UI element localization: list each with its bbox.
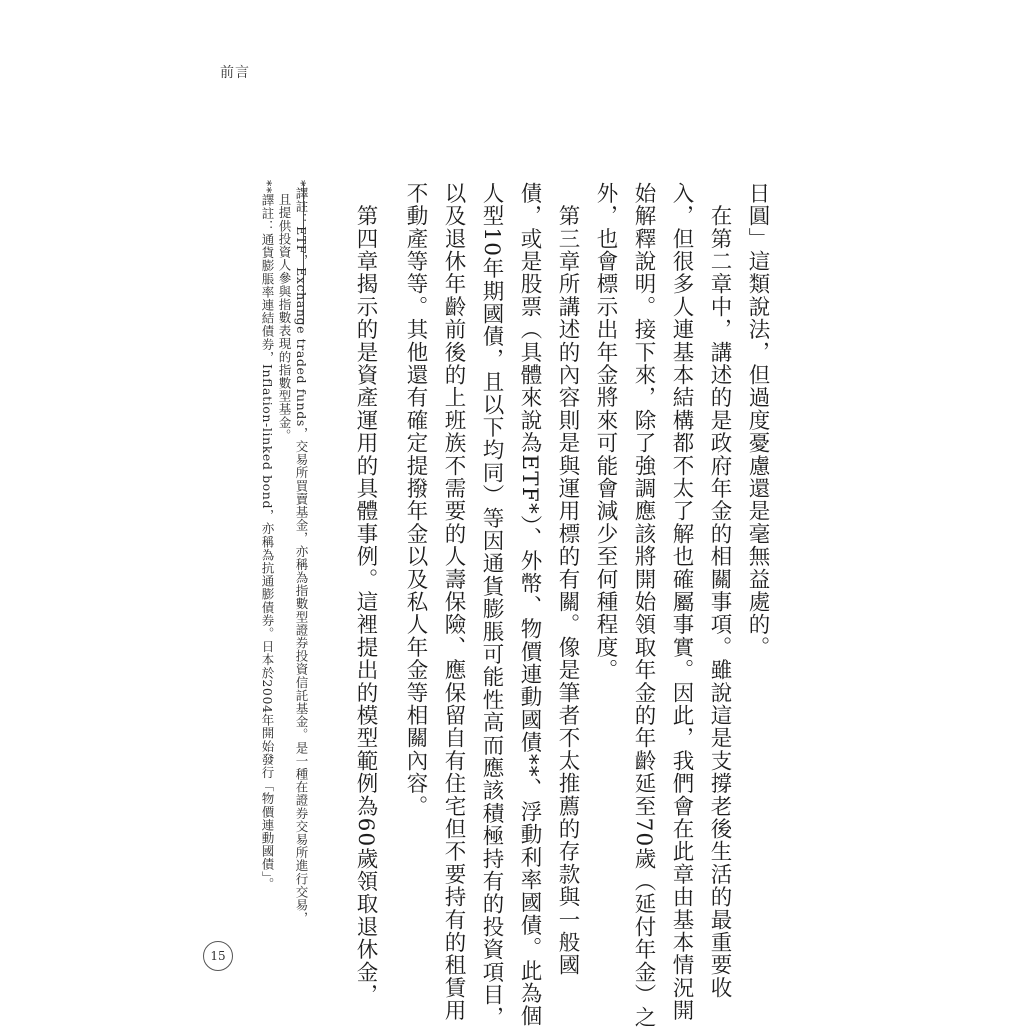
footnote-line: 且提供投資人參與指數表現的指數型基金。 bbox=[277, 180, 292, 442]
body-line: 入，但很多人連基本結構都不太了解也確屬事實。因此，我們會在此章由基本情況開 bbox=[669, 182, 694, 1022]
footnote-line: *譯註：ETF，Exchange traded funds，交易所買賣基金，亦稱為指數型證券投資信託基金。是一種在證券交易所進行交易， bbox=[294, 180, 309, 925]
body-line: 在第二章中，講述的是政府年金的相關事項。雖說這是支撐老後生活的最重要收 bbox=[707, 182, 732, 1000]
footnotes bbox=[259, 180, 310, 925]
body-line: 第四章揭示的是資產運用的具體事例。這裡提出的模型範例為60歲領取退休金， bbox=[353, 182, 378, 1007]
body-line: 人型10年期國債，且以下均同）等因通貨膨脹可能性高而應該積極持有的投資項目， bbox=[479, 182, 504, 1029]
paragraph-gap bbox=[384, 182, 396, 183]
body-line: 以及退休年齡前後的上班族不需要的人壽保險、應保留自有住宅但不要持有的租賃用 bbox=[441, 182, 466, 1022]
body-line: 債，或是股票（具體來說為ETF*）、外幣、物價連動國債**、浮動利率國債。此為個 bbox=[517, 182, 542, 1028]
running-header: 前言 bbox=[220, 65, 250, 81]
page-number: 15 bbox=[203, 941, 233, 971]
body-line: 日圓」這類說法，但過度憂慮還是毫無益處的。 bbox=[745, 182, 770, 659]
body-line: 不動產等等。其他還有確定提撥年金以及私人年金等相關內容。 bbox=[403, 182, 428, 818]
body-line: 始解釋說明。接下來，除了強調應該將開始領取年金的年齡延至70歲（延付年金）之 bbox=[631, 182, 656, 1029]
body-line: 外，也會標示出年金將來可能會減少至何種程度。 bbox=[593, 182, 618, 682]
body-text bbox=[346, 182, 776, 1029]
footnote-line: **譯註：通貨膨脹率連結債券，Inflation-linked bond，亦稱為抗通膨債券。日本於2004年開始發行「物價連動國債」。 bbox=[260, 180, 275, 891]
body-line: 第三章所講述的內容則是與運用標的有關。像是筆者不太推薦的存款與一般國 bbox=[555, 182, 580, 977]
